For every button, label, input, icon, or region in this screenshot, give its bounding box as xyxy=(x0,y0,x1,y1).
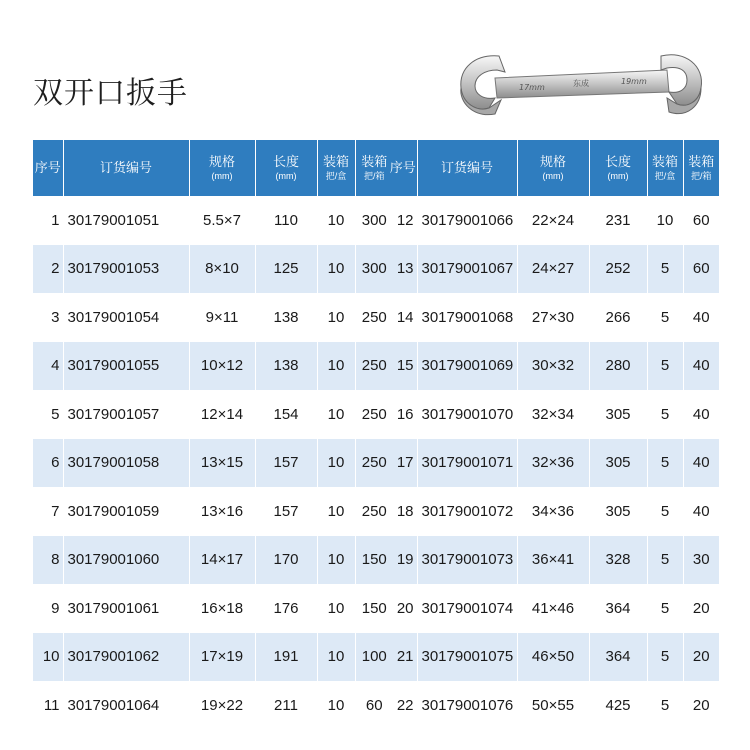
cell-order-no: 30179001068 xyxy=(417,293,517,342)
cell-no: 2 xyxy=(33,245,63,294)
cell-length: 138 xyxy=(255,293,317,342)
cell-carton: 40 xyxy=(683,390,719,439)
cell-carton: 250 xyxy=(355,439,393,488)
cell-order-no: 30179001053 xyxy=(63,245,189,294)
cell-order-no: 30179001066 xyxy=(417,196,517,245)
cell-order-no: 30179001055 xyxy=(63,342,189,391)
cell-box: 5 xyxy=(647,487,683,536)
cell-order-no: 30179001069 xyxy=(417,342,517,391)
header-length: 长度 (mm) xyxy=(589,140,647,196)
cell-carton: 300 xyxy=(355,245,393,294)
cell-spec: 30×32 xyxy=(517,342,589,391)
cell-length: 170 xyxy=(255,536,317,585)
cell-order-no: 30179001075 xyxy=(417,633,517,682)
cell-length: 252 xyxy=(589,245,647,294)
cell-order-no: 30179001071 xyxy=(417,439,517,488)
cell-no: 20 xyxy=(389,584,417,633)
cell-spec: 13×16 xyxy=(189,487,255,536)
cell-spec: 10×12 xyxy=(189,342,255,391)
cell-length: 305 xyxy=(589,390,647,439)
table-row xyxy=(33,245,393,294)
cell-box: 10 xyxy=(317,293,355,342)
cell-spec: 36×41 xyxy=(517,536,589,585)
cell-spec: 46×50 xyxy=(517,633,589,682)
cell-no: 11 xyxy=(33,681,63,730)
cell-order-no: 30179001067 xyxy=(417,245,517,294)
cell-no: 4 xyxy=(33,342,63,391)
cell-spec: 41×46 xyxy=(517,584,589,633)
cell-no: 6 xyxy=(33,439,63,488)
table-row xyxy=(33,633,393,682)
cell-spec: 17×19 xyxy=(189,633,255,682)
cell-spec: 12×14 xyxy=(189,390,255,439)
cell-box: 5 xyxy=(647,681,683,730)
cell-length: 305 xyxy=(589,439,647,488)
cell-spec: 32×36 xyxy=(517,439,589,488)
cell-length: 305 xyxy=(589,487,647,536)
cell-box: 5 xyxy=(647,390,683,439)
cell-no: 19 xyxy=(389,536,417,585)
cell-box: 10 xyxy=(317,342,355,391)
cell-no: 9 xyxy=(33,584,63,633)
table-row xyxy=(389,439,719,488)
cell-carton: 150 xyxy=(355,584,393,633)
cell-length: 266 xyxy=(589,293,647,342)
cell-spec: 32×34 xyxy=(517,390,589,439)
cell-no: 10 xyxy=(33,633,63,682)
table-row xyxy=(33,342,393,391)
header-order-no: 订货编号 xyxy=(63,140,189,196)
table-row xyxy=(33,584,393,633)
cell-box: 10 xyxy=(317,245,355,294)
cell-box: 5 xyxy=(647,342,683,391)
cell-carton: 250 xyxy=(355,342,393,391)
cell-no: 5 xyxy=(33,390,63,439)
header-box: 装箱 把/盒 xyxy=(647,140,683,196)
cell-box: 5 xyxy=(647,633,683,682)
wrench-marking-left: 17mm xyxy=(519,83,545,92)
cell-no: 7 xyxy=(33,487,63,536)
cell-box: 10 xyxy=(317,390,355,439)
cell-carton: 300 xyxy=(355,196,393,245)
header-no: 序号 xyxy=(389,140,417,196)
table-row xyxy=(389,584,719,633)
cell-box: 10 xyxy=(317,681,355,730)
cell-carton: 20 xyxy=(683,584,719,633)
cell-order-no: 30179001070 xyxy=(417,390,517,439)
cell-spec: 5.5×7 xyxy=(189,196,255,245)
header-no: 序号 xyxy=(33,140,63,196)
cell-length: 154 xyxy=(255,390,317,439)
cell-no: 15 xyxy=(389,342,417,391)
cell-carton: 60 xyxy=(683,245,719,294)
cell-order-no: 30179001062 xyxy=(63,633,189,682)
table-body-left xyxy=(33,196,393,730)
cell-no: 13 xyxy=(389,245,417,294)
table-row xyxy=(389,536,719,585)
cell-spec: 24×27 xyxy=(517,245,589,294)
table-row xyxy=(389,487,719,536)
cell-order-no: 30179001076 xyxy=(417,681,517,730)
cell-no: 17 xyxy=(389,439,417,488)
table-header-row xyxy=(389,140,719,196)
cell-box: 5 xyxy=(647,536,683,585)
cell-carton: 100 xyxy=(355,633,393,682)
cell-order-no: 30179001061 xyxy=(63,584,189,633)
table-body-right xyxy=(389,196,719,730)
table-row xyxy=(33,536,393,585)
cell-order-no: 30179001060 xyxy=(63,536,189,585)
header-spec: 规格 (mm) xyxy=(189,140,255,196)
cell-length: 211 xyxy=(255,681,317,730)
cell-spec: 8×10 xyxy=(189,245,255,294)
cell-carton: 150 xyxy=(355,536,393,585)
cell-length: 157 xyxy=(255,487,317,536)
cell-length: 328 xyxy=(589,536,647,585)
cell-box: 10 xyxy=(317,439,355,488)
cell-spec: 27×30 xyxy=(517,293,589,342)
cell-length: 231 xyxy=(589,196,647,245)
cell-order-no: 30179001073 xyxy=(417,536,517,585)
cell-length: 191 xyxy=(255,633,317,682)
table-row xyxy=(389,245,719,294)
table-header-row xyxy=(33,140,393,196)
table-row xyxy=(389,390,719,439)
wrench-marking-center: 东成 xyxy=(573,79,589,88)
cell-carton: 30 xyxy=(683,536,719,585)
cell-spec: 14×17 xyxy=(189,536,255,585)
cell-carton: 250 xyxy=(355,293,393,342)
cell-no: 21 xyxy=(389,633,417,682)
table-row xyxy=(389,681,719,730)
cell-length: 176 xyxy=(255,584,317,633)
cell-carton: 250 xyxy=(355,390,393,439)
cell-box: 5 xyxy=(647,439,683,488)
table-row xyxy=(33,390,393,439)
cell-carton: 60 xyxy=(355,681,393,730)
cell-carton: 250 xyxy=(355,487,393,536)
cell-box: 5 xyxy=(647,245,683,294)
cell-order-no: 30179001074 xyxy=(417,584,517,633)
page-title: 双开口扳手 xyxy=(33,76,188,111)
table-row xyxy=(33,439,393,488)
cell-carton: 40 xyxy=(683,487,719,536)
cell-carton: 20 xyxy=(683,681,719,730)
cell-order-no: 30179001057 xyxy=(63,390,189,439)
cell-no: 12 xyxy=(389,196,417,245)
cell-no: 8 xyxy=(33,536,63,585)
cell-carton: 40 xyxy=(683,342,719,391)
cell-no: 3 xyxy=(33,293,63,342)
wrench-marking-right: 19mm xyxy=(621,77,647,86)
cell-spec: 19×22 xyxy=(189,681,255,730)
spec-table-left xyxy=(33,140,393,730)
cell-carton: 40 xyxy=(683,439,719,488)
cell-spec: 22×24 xyxy=(517,196,589,245)
cell-spec: 50×55 xyxy=(517,681,589,730)
cell-order-no: 30179001058 xyxy=(63,439,189,488)
cell-box: 10 xyxy=(317,487,355,536)
header-carton: 装箱 把/箱 xyxy=(683,140,719,196)
cell-no: 14 xyxy=(389,293,417,342)
cell-length: 138 xyxy=(255,342,317,391)
cell-length: 364 xyxy=(589,633,647,682)
cell-spec: 13×15 xyxy=(189,439,255,488)
cell-no: 16 xyxy=(389,390,417,439)
cell-length: 125 xyxy=(255,245,317,294)
cell-order-no: 30179001072 xyxy=(417,487,517,536)
table-row xyxy=(389,633,719,682)
cell-length: 110 xyxy=(255,196,317,245)
table-row xyxy=(33,196,393,245)
cell-carton: 20 xyxy=(683,633,719,682)
table-row xyxy=(389,342,719,391)
cell-length: 364 xyxy=(589,584,647,633)
cell-length: 157 xyxy=(255,439,317,488)
cell-carton: 60 xyxy=(683,196,719,245)
table-row xyxy=(389,293,719,342)
cell-box: 10 xyxy=(317,196,355,245)
cell-spec: 16×18 xyxy=(189,584,255,633)
cell-box: 10 xyxy=(317,536,355,585)
cell-box: 10 xyxy=(317,584,355,633)
header-order-no: 订货编号 xyxy=(417,140,517,196)
header-box: 装箱 把/盒 xyxy=(317,140,355,196)
header-length: 长度 (mm) xyxy=(255,140,317,196)
table-row xyxy=(33,681,393,730)
cell-no: 22 xyxy=(389,681,417,730)
cell-box: 5 xyxy=(647,293,683,342)
cell-length: 425 xyxy=(589,681,647,730)
cell-spec: 9×11 xyxy=(189,293,255,342)
cell-box: 10 xyxy=(317,633,355,682)
spec-table-right xyxy=(389,140,719,730)
cell-length: 280 xyxy=(589,342,647,391)
cell-no: 18 xyxy=(389,487,417,536)
table-row xyxy=(33,293,393,342)
cell-spec: 34×36 xyxy=(517,487,589,536)
cell-order-no: 30179001064 xyxy=(63,681,189,730)
cell-carton: 40 xyxy=(683,293,719,342)
header-carton: 装箱 把/箱 xyxy=(355,140,393,196)
header-spec: 规格 (mm) xyxy=(517,140,589,196)
table-row xyxy=(389,196,719,245)
wrench-image xyxy=(455,48,707,122)
cell-no: 1 xyxy=(33,196,63,245)
cell-box: 5 xyxy=(647,584,683,633)
cell-order-no: 30179001051 xyxy=(63,196,189,245)
cell-order-no: 30179001054 xyxy=(63,293,189,342)
cell-order-no: 30179001059 xyxy=(63,487,189,536)
cell-box: 10 xyxy=(647,196,683,245)
table-row xyxy=(33,487,393,536)
